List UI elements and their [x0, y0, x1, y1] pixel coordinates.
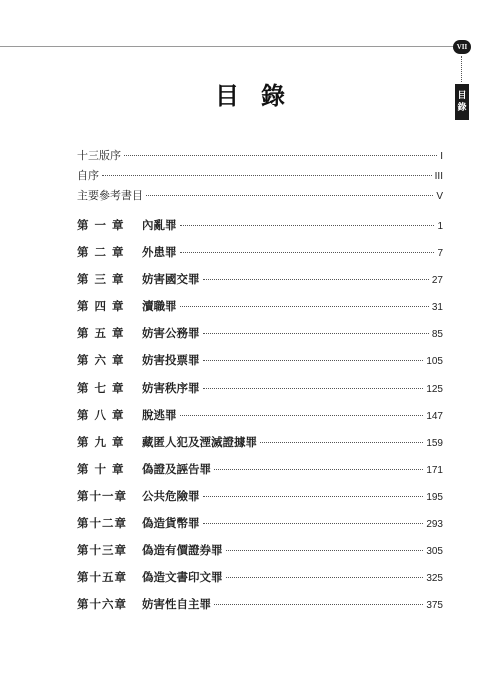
chapter-title: 公共危險罪 — [142, 488, 200, 503]
chapter-number: 第 三 章 — [77, 272, 125, 287]
dot-leader — [180, 306, 429, 307]
chapter-entry[interactable] — [77, 244, 443, 271]
toc-entry-page: I — [440, 151, 443, 162]
chapter-entry[interactable] — [77, 217, 443, 244]
dot-leader — [203, 388, 424, 389]
chapter-title: 妨害國交罪 — [142, 272, 200, 287]
toc-entry-label: 自序 — [77, 169, 99, 182]
chapter-title: 妨害秩序罪 — [142, 380, 200, 395]
chapter-page: 85 — [431, 329, 443, 341]
chapter-number: 第 七 章 — [77, 380, 125, 395]
header-rule — [0, 46, 454, 47]
chapter-page: 159 — [426, 437, 443, 449]
chapter-entry[interactable] — [77, 488, 443, 515]
chapter-entry[interactable] — [77, 352, 443, 379]
chapter-number: 第 二 章 — [77, 245, 125, 260]
page-title: 目錄 — [215, 82, 307, 110]
dot-leader — [260, 442, 423, 443]
chapter-page: 7 — [437, 248, 443, 260]
chapter-entry[interactable] — [77, 298, 443, 325]
chapter-entry[interactable] — [77, 271, 443, 298]
toc-entry[interactable] — [77, 167, 443, 187]
chapter-number: 第十三章 — [77, 543, 127, 558]
chapter-entry[interactable] — [77, 434, 443, 461]
chapter-number: 第 九 章 — [77, 434, 125, 449]
toc-entry-label: 主要參考書目 — [77, 189, 143, 202]
chapter-page: 1 — [437, 221, 443, 232]
dot-leader — [226, 577, 424, 578]
chapter-title: 瀆職罪 — [142, 299, 177, 314]
chapter-page: 293 — [426, 519, 443, 531]
side-tab-char: 目 — [457, 91, 467, 101]
dot-leader — [180, 415, 424, 416]
toc-entry-label: 十三版序 — [77, 149, 121, 162]
chapter-entry[interactable] — [77, 461, 443, 488]
chapter-page: 31 — [431, 302, 443, 314]
dot-leader — [203, 496, 424, 497]
dot-leader — [214, 604, 423, 605]
chapter-number: 第十五章 — [77, 570, 127, 585]
chapter-title: 外患罪 — [142, 245, 177, 260]
chapter-page: 125 — [426, 383, 443, 395]
chapter-page: 375 — [426, 600, 443, 612]
chapter-number: 第 五 章 — [77, 326, 125, 341]
page-number-badge: VII — [453, 40, 471, 54]
chapter-number: 第十一章 — [77, 488, 127, 503]
chapter-entry[interactable] — [77, 380, 443, 407]
chapter-number: 第 一 章 — [77, 218, 125, 232]
toc-entry-page: V — [436, 191, 443, 202]
chapter-title: 偽造文書印文罪 — [142, 570, 223, 585]
chapter-title: 偽證及誣告罪 — [142, 461, 211, 476]
chapter-entry[interactable] — [77, 569, 443, 596]
chapter-number: 第十二章 — [77, 516, 127, 531]
chapter-page: 195 — [426, 491, 443, 503]
chapter-title: 偽造貨幣罪 — [142, 516, 200, 531]
chapter-number: 第 八 章 — [77, 407, 125, 422]
toc-entry-page: III — [434, 171, 443, 182]
chapter-title: 妨害性自主罪 — [142, 597, 211, 612]
chapter-entry[interactable] — [77, 515, 443, 542]
side-tab-char: 錄 — [457, 103, 467, 113]
chapter-number: 第 十 章 — [77, 461, 125, 476]
dot-leader — [203, 360, 424, 361]
dot-leader — [203, 333, 429, 334]
chapter-number: 第十六章 — [77, 597, 127, 612]
chapter-page: 27 — [431, 275, 443, 287]
dot-leader — [146, 195, 433, 196]
dot-leader — [180, 225, 435, 226]
chapter-title: 妨害投票罪 — [142, 353, 200, 368]
dot-leader — [203, 523, 424, 524]
chapter-entry[interactable] — [77, 542, 443, 569]
chapter-entry[interactable] — [77, 407, 443, 434]
toc-entry[interactable] — [77, 147, 443, 167]
dot-leader — [203, 279, 429, 280]
chapter-title: 內亂罪 — [142, 218, 177, 232]
chapter-entry[interactable] — [77, 325, 443, 352]
dot-leader — [226, 550, 424, 551]
chapter-page: 325 — [426, 573, 443, 585]
chapter-page: 171 — [426, 464, 443, 476]
chapter-page: 305 — [426, 546, 443, 558]
front-matter-list — [77, 147, 443, 207]
dot-leader — [102, 175, 432, 176]
chapter-number: 第 四 章 — [77, 299, 125, 314]
dot-leader — [214, 469, 423, 470]
chapter-page: 147 — [426, 410, 443, 422]
chapter-number: 第 六 章 — [77, 353, 125, 368]
chapter-page: 105 — [426, 356, 443, 368]
dot-leader — [124, 155, 437, 156]
chapter-title: 妨害公務罪 — [142, 326, 200, 341]
dot-leader — [180, 252, 435, 253]
chapter-title: 偽造有價證券罪 — [142, 543, 223, 558]
chapter-title: 藏匿人犯及湮滅證據罪 — [142, 434, 257, 449]
toc-entry[interactable] — [77, 187, 443, 207]
chapter-list — [77, 217, 443, 623]
chapter-entry[interactable] — [77, 596, 443, 623]
chapter-title: 脫逃罪 — [142, 407, 177, 422]
